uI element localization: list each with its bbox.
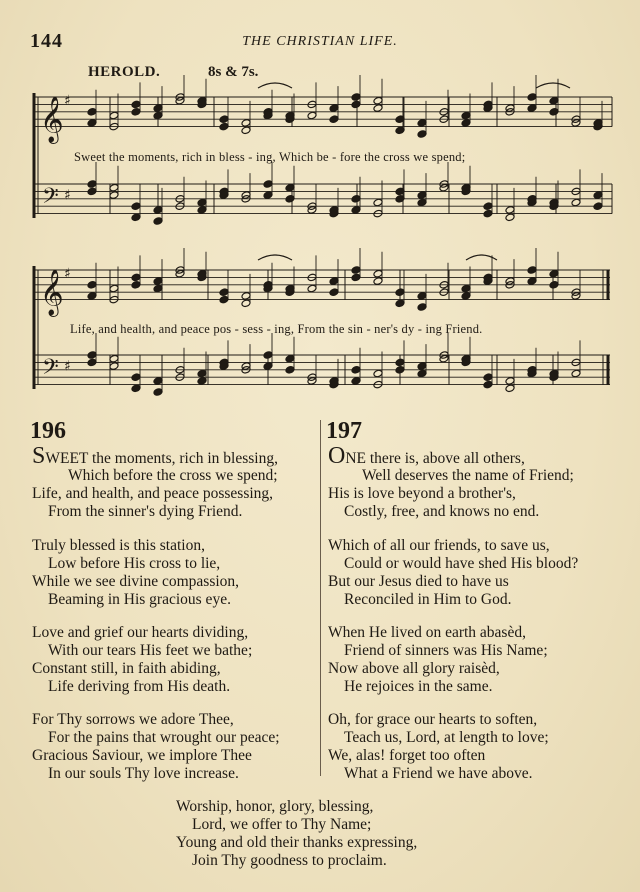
notehead [483,209,493,218]
notehead [593,191,603,200]
notehead [87,119,97,128]
notehead [285,195,295,204]
notehead [505,206,515,215]
notehead [571,369,581,378]
notehead [153,388,163,397]
notehead [153,111,163,120]
verse-line [328,443,525,469]
verse-line: From the sinner's dying Friend. [48,503,243,520]
verse-line: Lord, we offer to Thy Name; [192,816,372,833]
notehead [351,273,361,282]
column-divider [320,420,321,776]
notehead [373,269,383,278]
notehead [153,277,163,286]
notehead [505,213,515,222]
running-head: THE CHRISTIAN LIFE. [242,34,398,49]
key-sharp: ♯ [64,358,71,375]
notehead [219,288,229,297]
notehead [197,206,207,215]
notehead [219,122,229,131]
notehead [395,358,405,367]
notehead [373,104,383,113]
verse-line: Well deserves the name of Friend; [362,467,574,484]
meter: 8s & 7s. [208,64,259,80]
verse-line: Oh, for grace our hearts to soften, [328,711,538,728]
notehead [417,198,427,207]
drop-cap: O [328,443,346,469]
notehead [395,288,405,297]
notehead [153,377,163,386]
notehead [131,213,141,222]
verse-line: Costly, free, and knows no end. [344,503,540,520]
notehead [351,377,361,386]
notehead [461,284,471,293]
notehead [461,292,471,301]
notehead [395,366,405,375]
verse-line: But our Jesus died to have us [328,573,509,590]
notehead [483,380,493,389]
notehead [241,126,251,135]
notehead [307,284,317,293]
notehead [527,93,537,102]
notehead [109,284,119,293]
key-sharp: ♯ [64,266,71,282]
notehead [131,108,141,117]
treble-clef: 𝄞 [40,269,64,316]
notehead [153,217,163,226]
notehead [153,104,163,113]
verse-line: While we see divine compassion, [32,573,240,590]
verse-line: When He lived on earth abasèd, [328,624,526,641]
verse-line: He rejoices in the same. [344,678,493,695]
notehead [87,358,97,367]
notehead [131,100,141,109]
verse-line: Constant still, in faith abiding, [32,660,221,677]
notehead [483,202,493,211]
slur [258,255,292,260]
key-sharp: ♯ [64,93,71,109]
notehead [263,362,273,371]
notehead [109,183,119,192]
notehead [373,277,383,286]
notehead [417,119,427,128]
notehead [197,198,207,207]
notehead [395,299,405,308]
verse-line: Gracious Saviour, we implore Thee [32,747,252,764]
verse-line: Beaming in His gracious eye. [48,591,231,608]
notehead [351,93,361,102]
notehead [131,281,141,290]
verse-line: With our tears His feet we bathe; [48,642,253,659]
notehead [285,183,295,192]
notehead [395,126,405,135]
notehead [351,100,361,109]
notehead [549,108,559,117]
notehead [571,198,581,207]
notehead [351,206,361,215]
notehead [87,281,97,290]
notehead [263,180,273,189]
notehead [461,111,471,120]
notehead [87,180,97,189]
notehead [307,111,317,120]
slur [258,83,292,88]
notehead [329,288,339,297]
notehead [241,119,251,128]
notehead [351,266,361,275]
notehead [351,195,361,204]
verse-line: Teach us, Lord, at length to love; [344,729,549,746]
notehead [109,354,119,363]
verse-line: For the pains that wrought our peace; [48,729,280,746]
verse-line: Which of all our friends, to save us, [328,537,550,554]
bass-clef: 𝄢 [42,354,59,385]
verse-line: Could or would have shed His blood? [344,555,579,572]
notehead [219,115,229,124]
notehead [527,104,537,113]
notehead [505,377,515,386]
notehead [373,96,383,105]
notehead [461,119,471,128]
notehead [109,111,119,120]
notehead [131,384,141,393]
verse-line: Friend of sinners was His Name; [344,642,548,659]
notehead [527,266,537,275]
verse-line: What a Friend we have above. [344,765,533,782]
bass-clef: 𝄢 [42,183,59,214]
notehead [527,277,537,286]
notehead [483,373,493,382]
notehead [153,206,163,215]
notehead [87,292,97,301]
notehead [131,202,141,211]
verse-line: Life, and health, and peace possessing, [32,485,274,502]
notehead [263,351,273,360]
verse-line: Low before His cross to lie, [48,555,221,572]
notehead [505,384,515,393]
notehead [219,295,229,304]
notehead [549,269,559,278]
notehead [197,369,207,378]
verse-line: Which before the cross we spend; [68,467,278,484]
lyrics-line-2: Life, and health, and peace pos - sess - ing, From the sin - ner's dy - ing Friend. [70,322,483,336]
verse-line: Join Thy goodness to proclaim. [192,852,387,869]
notehead [87,351,97,360]
notehead [153,284,163,293]
notehead [373,198,383,207]
notehead [241,292,251,301]
first-line-rest: WEET the moments, rich in blessing, [45,450,278,467]
notehead [593,202,603,211]
notehead [109,362,119,371]
lyrics-line-1: Sweet the moments, rich in bless - ing, Which be - fore the cross we spend; [74,150,466,164]
verse-line: Truly blessed is this station, [32,537,205,554]
hymn-197-number: 197 [326,418,362,444]
key-sharp: ♯ [64,187,71,204]
drop-cap: S [32,443,46,469]
notehead [263,191,273,200]
notehead [373,369,383,378]
notehead [109,191,119,200]
treble-clef: 𝄞 [40,96,64,143]
notehead [351,366,361,375]
slur [536,83,570,88]
notehead [87,108,97,117]
verse-line [32,443,278,469]
notehead [329,104,339,113]
verse-line: His is love beyond a brother's, [328,485,516,502]
notehead [417,292,427,301]
verse-line: We, alas! forget too often [328,747,486,764]
notehead [417,191,427,200]
notehead [417,369,427,378]
verse-line: For Thy sorrows we adore Thee, [32,711,234,728]
notehead [417,362,427,371]
notehead [241,299,251,308]
verse-line: Young and old their thanks expressing, [176,834,418,851]
notehead [329,277,339,286]
notehead [87,187,97,196]
verse-line: Reconciled in Him to God. [344,591,512,608]
notehead [417,130,427,139]
tune-name: HEROLD. [88,64,161,80]
verse-line: In our souls Thy love increase. [48,765,239,782]
notehead [131,373,141,382]
notehead [549,96,559,105]
notehead [285,366,295,375]
notehead [329,115,339,124]
verse-line: Life deriving from His death. [48,678,231,695]
hymn-196-number: 196 [30,418,66,444]
notehead [285,354,295,363]
notehead [549,281,559,290]
verse-line: Love and grief our hearts dividing, [32,624,249,641]
notehead [197,377,207,386]
page-number: 144 [30,30,63,52]
first-line-rest: NE there is, above all others, [345,450,525,467]
verse-line: Now above all glory raisèd, [328,660,500,677]
music-score [0,0,640,410]
verse-line: Worship, honor, glory, blessing, [176,798,374,815]
notehead [131,273,141,282]
notehead [417,303,427,312]
